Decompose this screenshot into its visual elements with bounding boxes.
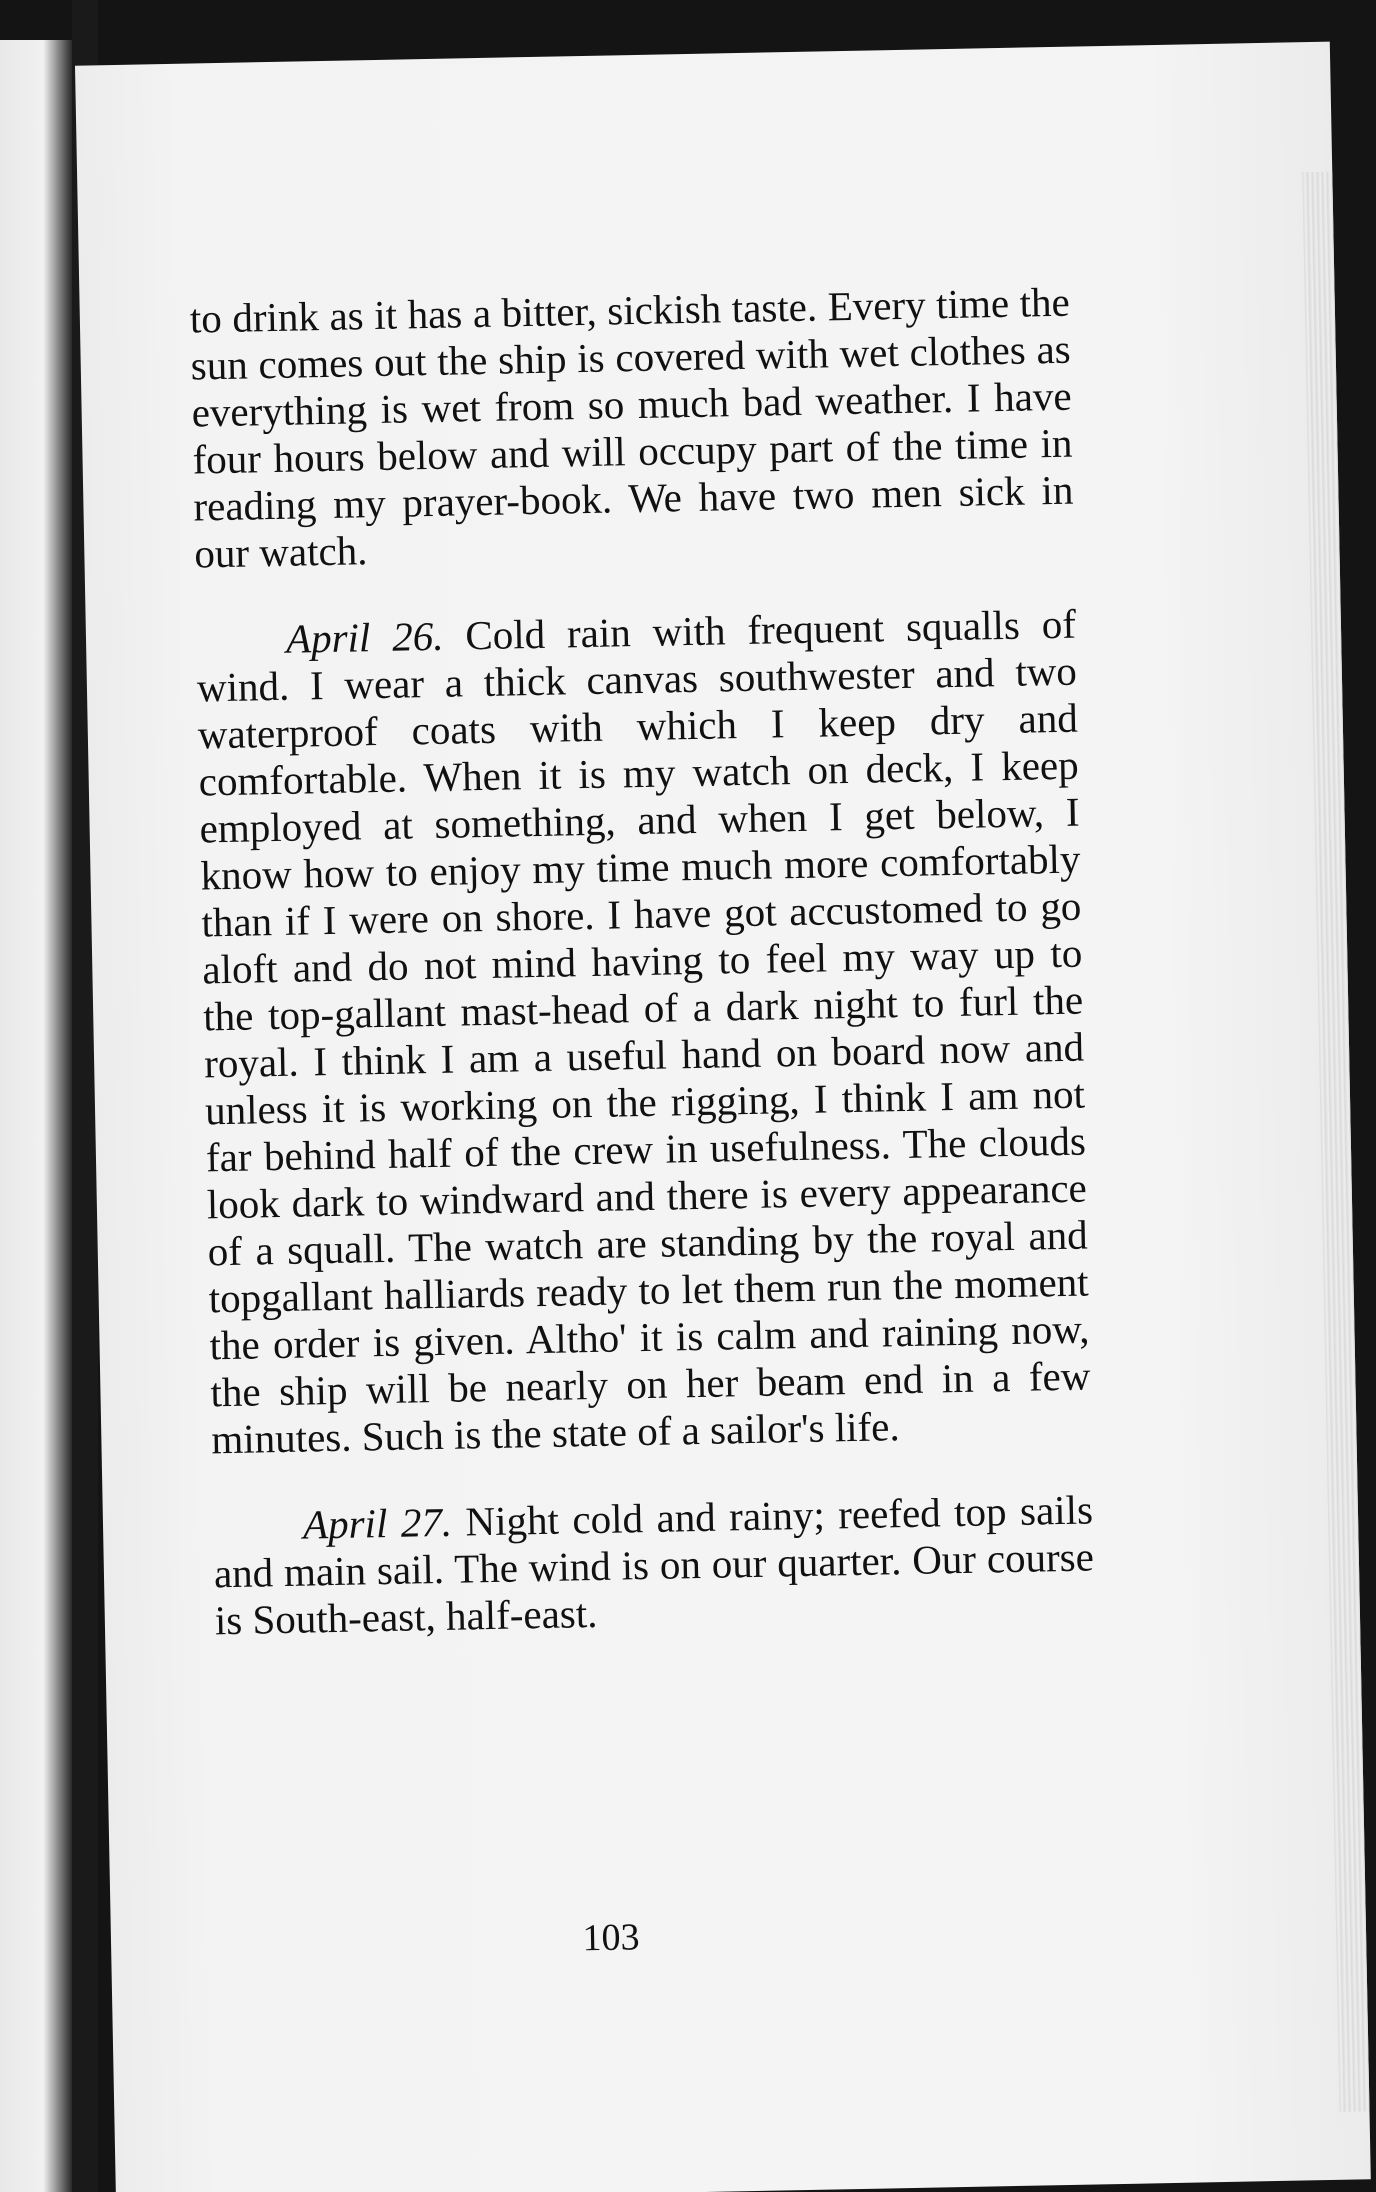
entry-text: Night cold and rainy; reefed top sails and main sail. The wind is on our quarter. Our course is South-east, half-east. [213, 1486, 1095, 1644]
page-text [189, 279, 1096, 1685]
diary-entry-april-27 [213, 1486, 1096, 1644]
continuation-text: to drink as it has a bitter, sickish taste. Every time the sun comes out the ship is covered with wet clothes as everything is wet from so much bad weather. I have four hours below and will occupy part of the time in reading my prayer-book. We have two men sick in our watch. [189, 278, 1074, 577]
continuation-paragraph [189, 279, 1074, 578]
page-number: 103 [582, 1916, 640, 1960]
entry-date: April 27. [302, 1498, 453, 1548]
entry-text: Cold rain with frequent squalls of wind. I wear a thick canvas southwester and two waterproof coats with which I keep dry and comfortable. When it is my watch on deck, I keep employed at something, and when I get below, I know how to enjoy my time much more comfortably than if I were on shore. I have got accustomed to go aloft and do not mind having to feel my way up to the top-gallant mast-head of a dark night to furl the royal. I think I am a useful hand on board now and unless it is working on the rigging, I think I am not far behind half of the crew in usefulness. The clouds look dark to windward and there is every appearance of a squall. The watch are standing by the royal and topgallant halliards ready to let them run the moment the order is given. Altho' it is calm and raining now, the ship will be nearly on her beam end in a few minutes. Such is the state of a sailor's life. [196, 600, 1091, 1463]
page-stack-edge [1302, 172, 1369, 2112]
entry-date: April 26. [285, 612, 444, 662]
book-page [75, 42, 1371, 2192]
facing-page-edge [0, 40, 72, 2192]
diary-entry-april-26 [196, 601, 1092, 1464]
